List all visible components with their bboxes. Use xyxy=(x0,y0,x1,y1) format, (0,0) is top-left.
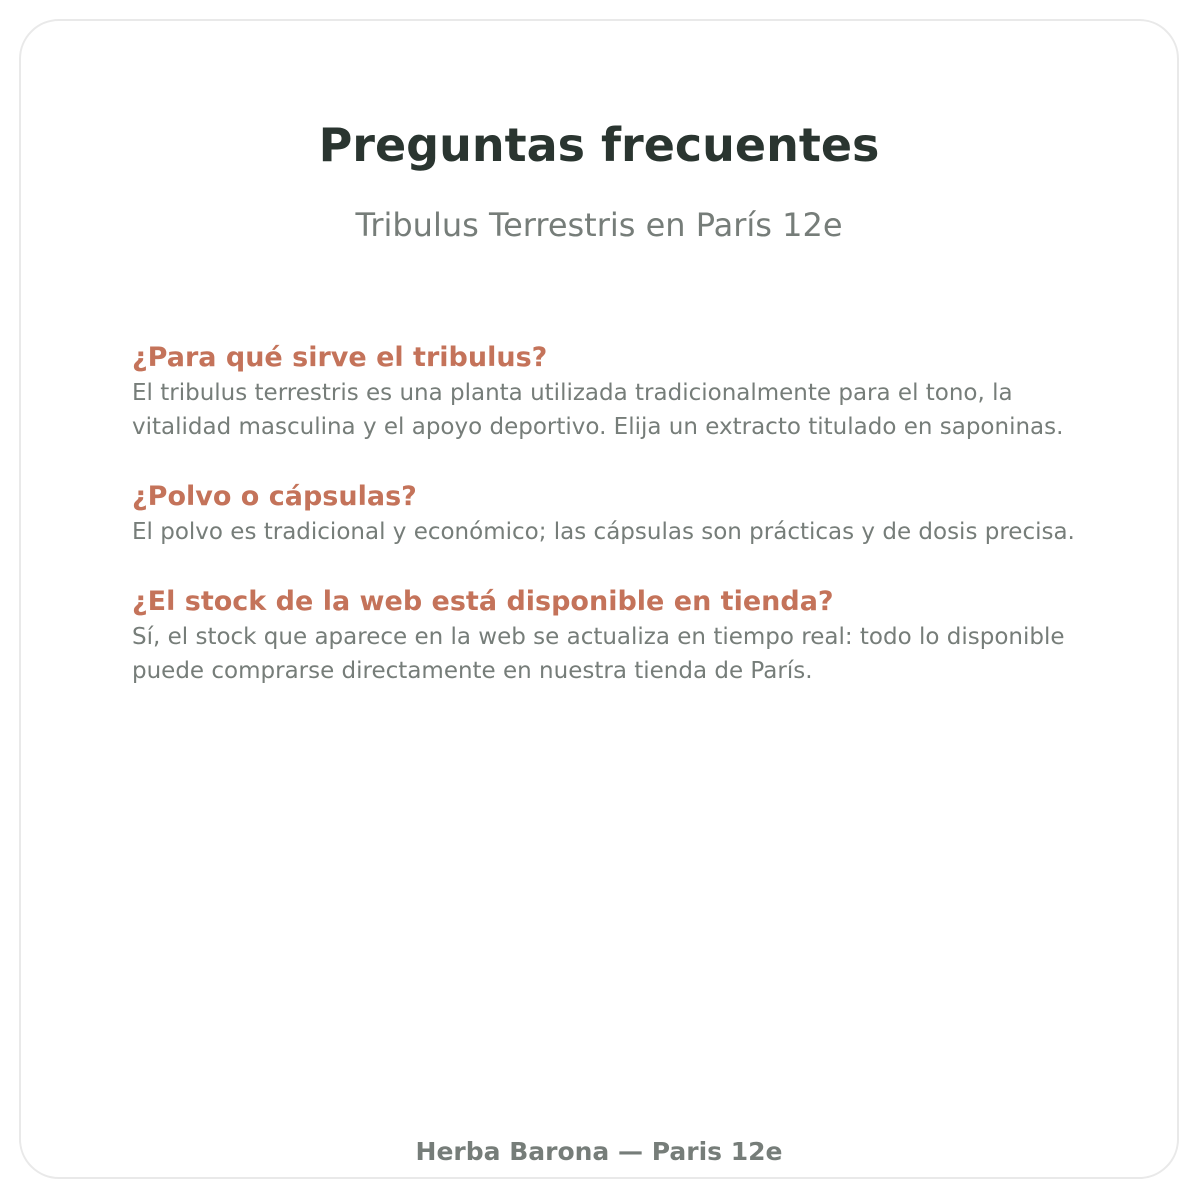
faq-answer: El polvo es tradicional y económico; las cápsulas son prácticas y de dosis precisa. xyxy=(132,519,1075,545)
faq-card xyxy=(19,19,1179,1179)
faq-item xyxy=(132,340,1092,444)
faq-answer: El tribulus terrestris es una planta utilizada tradicionalmente para el tono, la vitalidad masculina y el apoyo deportivo. Elija un extracto titulado en saponinas. xyxy=(132,380,1064,440)
faq-question: ¿Para qué sirve el tribulus? xyxy=(132,342,548,373)
faq-list xyxy=(132,340,1092,688)
faq-item xyxy=(132,584,1092,688)
faq-question: ¿El stock de la web está disponible en tienda? xyxy=(132,586,834,617)
page-title: Preguntas frecuentes xyxy=(318,118,880,172)
faq-question: ¿Polvo o cápsulas? xyxy=(132,481,417,512)
faq-answer: Sí, el stock que aparece en la web se actualiza en tiempo real: todo lo disponible puede comprarse directamente en nuestra tienda de París. xyxy=(132,624,1065,684)
footer-brand: Herba Barona — Paris 12e xyxy=(415,1137,783,1166)
faq-item xyxy=(132,479,1092,549)
page-subtitle: Tribulus Terrestris en París 12e xyxy=(355,206,843,244)
